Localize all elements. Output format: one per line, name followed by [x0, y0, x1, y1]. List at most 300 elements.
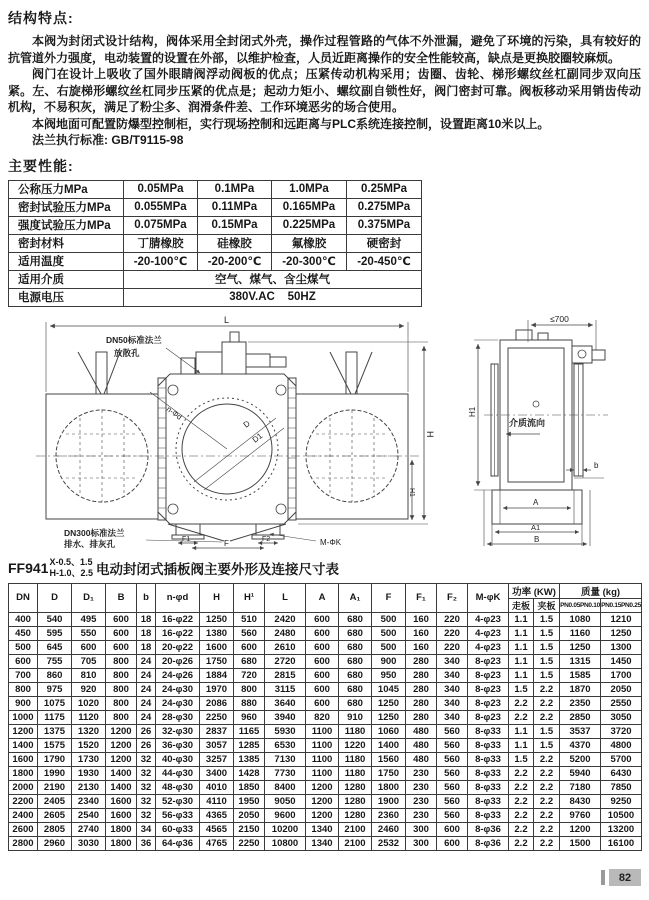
dim-cell: 2.2 — [509, 836, 534, 850]
dim-cell: 800 — [106, 654, 137, 668]
dim-cell: 2610 — [265, 640, 306, 654]
perf-cell: 0.15MPa — [198, 216, 272, 234]
dim-cell: 4370 — [560, 738, 601, 752]
dim-cell: 2405 — [38, 794, 72, 808]
dim-cell: 600 — [306, 612, 339, 626]
dim-cell: 1585 — [560, 668, 601, 682]
dim-cell: 28-φ30 — [156, 710, 200, 724]
dim-cell: 1285 — [234, 738, 265, 752]
dim-cell: 8-φ33 — [468, 766, 509, 780]
perf-cell: 1.0MPa — [272, 180, 347, 198]
dim-cell: 1.1 — [509, 640, 534, 654]
dim-cell: 500 — [9, 640, 38, 654]
dim-header-row — [9, 583, 642, 598]
dim-cell: 1280 — [339, 780, 372, 794]
dim-cell: 8-φ23 — [468, 710, 509, 724]
dim-cell: 1850 — [234, 780, 265, 794]
structure-features-heading: 结构特点: — [8, 10, 74, 26]
dim-cell: 1000 — [9, 710, 38, 724]
dim-cell: 1884 — [200, 668, 234, 682]
dim-cell: 18 — [137, 640, 156, 654]
front-view — [36, 322, 428, 548]
dim-cell: 8-φ33 — [468, 794, 509, 808]
dim-cell: 800 — [106, 696, 137, 710]
dim-cell: 2.2 — [534, 710, 560, 724]
dim-cell: 600 — [306, 696, 339, 710]
dim-cell: 2350 — [560, 696, 601, 710]
dim-label-700: ≤700 — [550, 313, 569, 324]
perf-row-label: 密封试验压力MPa — [9, 198, 124, 216]
dim-cell: 480 — [406, 738, 437, 752]
dim-cell: 1160 — [560, 626, 601, 640]
dim-cell: 400 — [9, 612, 38, 626]
dim-cell: 600 — [306, 682, 339, 696]
dim-cell: 5940 — [560, 766, 601, 780]
dim-cell: 1340 — [306, 836, 339, 850]
dim-cell: 1800 — [9, 766, 38, 780]
dim-data-row — [9, 640, 642, 654]
dim-cell: 4010 — [200, 780, 234, 794]
dim-cell: 26 — [137, 738, 156, 752]
dim-cell: 2.2 — [534, 822, 560, 836]
dim-cell: 1400 — [372, 738, 406, 752]
dim-cell: 1100 — [306, 724, 339, 738]
dim-cell: 18 — [137, 626, 156, 640]
dim-cell: 2050 — [601, 682, 642, 696]
dim-column-header: D₁ — [72, 583, 106, 612]
dim-cell: 1200 — [306, 808, 339, 822]
feature-paragraph-2: 阀门在设计上吸收了国外眼睛阀浮动阀板的优点；压紧传动机构采用；齿圈、齿轮、梯形螺纹丝杠副同步双向压紧。左、右旋梯形螺纹丝杠同步压紧的优点是；起动力矩小、螺纹副自锁性好，阀门密封可靠。阀板移动采用销齿传动机构，不易积灰，满足了粉尘多、润滑条件差、工作环境恶劣的场合使用。 — [8, 67, 641, 114]
dim-cell: 1575 — [38, 738, 72, 752]
dim-cell: 1200 — [9, 724, 38, 738]
dim-cell: 1400 — [106, 766, 137, 780]
dim-cell: 9250 — [601, 794, 642, 808]
dim-label-b: b — [594, 460, 599, 470]
dim-cell: 1428 — [234, 766, 265, 780]
dim-cell: 2360 — [372, 808, 406, 822]
dim-cell: 9760 — [560, 808, 601, 822]
perf-cell: 0.375MPa — [347, 216, 422, 234]
dim-cell: 1.5 — [509, 752, 534, 766]
model-variants — [49, 557, 93, 579]
dim-cell: 3057 — [200, 738, 234, 752]
dim-cell: 1520 — [72, 738, 106, 752]
dim-cell: 280 — [406, 710, 437, 724]
dim-cell: 500 — [372, 626, 406, 640]
dim-column-header: B — [106, 583, 137, 612]
dim-cell: 1400 — [106, 780, 137, 794]
dim-cell: 230 — [406, 808, 437, 822]
dim-cell: 9050 — [265, 794, 306, 808]
dim-cell: 2480 — [265, 626, 306, 640]
perf-row — [9, 180, 422, 198]
dim-data-row — [9, 612, 642, 626]
dim-cell: 3640 — [265, 696, 306, 710]
dim-cell: 16-φ22 — [156, 612, 200, 626]
dim-cell: 3940 — [265, 710, 306, 724]
dim-cell: 560 — [437, 752, 468, 766]
dim-column-header: F₂ — [437, 583, 468, 612]
dim-cell: 280 — [406, 654, 437, 668]
dim-cell: 24 — [137, 682, 156, 696]
dim-cell: 500 — [372, 640, 406, 654]
dim-cell: 4565 — [200, 822, 234, 836]
dim-label-b2: B — [534, 534, 540, 544]
dimension-table-title-text: 电动封闭式插板阀主要外形及连接尺寸表 — [96, 561, 339, 577]
dim-label-f2: F2 — [262, 535, 271, 543]
dim-cell: 680 — [339, 640, 372, 654]
dim-cell: 160 — [406, 612, 437, 626]
dim-cell: 1.1 — [509, 668, 534, 682]
model-code: FF941 — [8, 559, 49, 576]
dim-cell: 2400 — [9, 808, 38, 822]
dim-cell: 340 — [437, 654, 468, 668]
dim-cell: 3050 — [601, 710, 642, 724]
flange-standard-note: 法兰执行标准: GB/T9115-98 — [32, 133, 184, 147]
dim-cell: 1180 — [339, 766, 372, 780]
label-n-phi-d: n-Φd — [164, 403, 184, 422]
dim-cell: 2.2 — [534, 752, 560, 766]
dim-cell: 1280 — [339, 808, 372, 822]
perf-row — [9, 288, 422, 306]
dim-cell: 450 — [9, 626, 38, 640]
label-d1: D1 — [250, 430, 265, 445]
dim-cell: 7730 — [265, 766, 306, 780]
perf-cell: -20-300℃ — [272, 252, 347, 270]
dim-cell: 8400 — [265, 780, 306, 794]
dim-cell: 220 — [437, 626, 468, 640]
dim-cell: 3720 — [601, 724, 642, 738]
dim-cell: 8-φ23 — [468, 668, 509, 682]
dim-data-row — [9, 654, 642, 668]
dim-cell: 2740 — [72, 822, 106, 836]
perf-cell: 硬密封 — [347, 234, 422, 252]
dim-cell: 24 — [137, 654, 156, 668]
dim-cell: 600 — [306, 640, 339, 654]
dim-cell: 920 — [72, 682, 106, 696]
dim-data-row — [9, 808, 642, 822]
dim-cell: 800 — [106, 710, 137, 724]
perf-cell: 0.165MPa — [272, 198, 347, 216]
dim-cell: 1.1 — [509, 612, 534, 626]
perf-row-label: 电源电压 — [9, 288, 124, 306]
dim-cell: 680 — [339, 682, 372, 696]
page-footer — [601, 869, 641, 886]
dim-cell: 510 — [234, 612, 265, 626]
dim-cell: 4110 — [200, 794, 234, 808]
dim-cell: 44-φ30 — [156, 766, 200, 780]
dim-cell: 680 — [339, 696, 372, 710]
dim-cell: 60-φ33 — [156, 822, 200, 836]
label-d: D — [241, 418, 252, 430]
dim-cell: 5930 — [265, 724, 306, 738]
dim-data-row — [9, 766, 642, 780]
dimension-table — [8, 583, 642, 851]
dim-cell: 860 — [38, 668, 72, 682]
dim-cell: 800 — [9, 682, 38, 696]
dim-cell: 36-φ30 — [156, 738, 200, 752]
performance-table — [8, 180, 422, 307]
dim-cell: 52-φ30 — [156, 794, 200, 808]
dim-cell: 34 — [137, 822, 156, 836]
dim-cell: 1120 — [72, 710, 106, 724]
dim-cell: 1800 — [106, 822, 137, 836]
dim-cell: 1900 — [372, 794, 406, 808]
dim-subcolumn-header: 夹板 — [534, 598, 560, 612]
dim-cell: 2800 — [9, 836, 38, 850]
perf-row-label: 密封材料 — [9, 234, 124, 252]
dim-cell: 1385 — [234, 752, 265, 766]
perf-cell: 硅橡胶 — [198, 234, 272, 252]
dim-cell: 340 — [437, 696, 468, 710]
dim-cell: 8-φ23 — [468, 682, 509, 696]
performance-heading: 主要性能: — [8, 157, 74, 174]
dim-cell: 1250 — [601, 626, 642, 640]
dim-data-row — [9, 696, 642, 710]
variant-top: X-0.5、1.5 — [49, 556, 93, 567]
perf-cell: 380V.AC 50HZ — [124, 288, 422, 306]
dim-cell: 600 — [9, 654, 38, 668]
label-bottom-flange: DN300标准法兰 — [64, 527, 125, 538]
dim-cell: 900 — [372, 654, 406, 668]
dim-cell: 2532 — [372, 836, 406, 850]
label-m-phi-k: M-ΦK — [320, 537, 342, 547]
perf-cell: -20-200℃ — [198, 252, 272, 270]
dim-data-row — [9, 682, 642, 696]
dim-cell: 3115 — [265, 682, 306, 696]
perf-cell: 氟橡胶 — [272, 234, 347, 252]
perf-row — [9, 198, 422, 216]
dim-cell: 1.5 — [534, 612, 560, 626]
dim-cell: 1380 — [200, 626, 234, 640]
dim-cell: 64-φ36 — [156, 836, 200, 850]
dim-cell: 24 — [137, 696, 156, 710]
dim-cell: 1.5 — [534, 640, 560, 654]
dim-cell: 1210 — [601, 612, 642, 626]
perf-row-label: 适用温度 — [9, 252, 124, 270]
dim-cell: 480 — [406, 752, 437, 766]
dim-column-header: DN — [9, 583, 38, 612]
dim-cell: 2605 — [38, 808, 72, 822]
dim-cell: 2.2 — [509, 808, 534, 822]
dim-cell: 600 — [106, 612, 137, 626]
dim-cell: 1870 — [560, 682, 601, 696]
perf-cell: -20-450℃ — [347, 252, 422, 270]
dim-cell: 2600 — [9, 822, 38, 836]
dim-data-row — [9, 724, 642, 738]
dim-cell: 810 — [72, 668, 106, 682]
dim-cell: 1.5 — [534, 654, 560, 668]
dim-cell: 560 — [234, 626, 265, 640]
dim-cell: 1020 — [72, 696, 106, 710]
dim-cell: 2.2 — [534, 696, 560, 710]
dim-cell: 230 — [406, 780, 437, 794]
dim-cell: 1100 — [306, 738, 339, 752]
dim-label-h1: H1 — [408, 487, 415, 497]
dim-cell: 2540 — [72, 808, 106, 822]
dim-subcolumn-header: PN0.15PN0.25 — [601, 598, 642, 612]
dim-cell: 1450 — [601, 654, 642, 668]
dim-cell: 600 — [437, 822, 468, 836]
dim-cell: 975 — [38, 682, 72, 696]
dim-cell: 1100 — [306, 752, 339, 766]
perf-cell: 0.11MPa — [198, 198, 272, 216]
dim-cell: 1250 — [372, 710, 406, 724]
dim-column-header: M-φK — [468, 583, 509, 612]
dim-cell: 24-φ30 — [156, 682, 200, 696]
dim-cell: 2100 — [339, 836, 372, 850]
dim-cell: 13200 — [601, 822, 642, 836]
dim-cell: 680 — [339, 654, 372, 668]
dim-data-row — [9, 668, 642, 682]
dim-cell: 2.2 — [509, 794, 534, 808]
dim-label-l: L — [224, 314, 230, 325]
dim-cell: 1750 — [372, 766, 406, 780]
dim-cell: 4-φ23 — [468, 640, 509, 654]
variant-bottom: H-1.0、2.5 — [49, 567, 93, 578]
dim-cell: 36 — [137, 836, 156, 850]
dim-cell: 1500 — [560, 836, 601, 850]
dim-cell: 280 — [406, 696, 437, 710]
dim-cell: 540 — [38, 612, 72, 626]
dim-cell: 720 — [234, 668, 265, 682]
dim-cell: 2000 — [9, 780, 38, 794]
dim-data-row — [9, 626, 642, 640]
dim-column-header: A₁ — [339, 583, 372, 612]
dim-cell: 7180 — [560, 780, 601, 794]
dim-cell: 3030 — [72, 836, 106, 850]
dim-cell: 2805 — [38, 822, 72, 836]
dim-cell: 1750 — [200, 654, 234, 668]
dim-cell: 600 — [106, 640, 137, 654]
dim-cell: 1.5 — [534, 668, 560, 682]
dim-column-header: H¹ — [234, 583, 265, 612]
dim-cell: 20-φ26 — [156, 654, 200, 668]
perf-row — [9, 234, 422, 252]
dim-cell: 1400 — [9, 738, 38, 752]
dim-cell: 1075 — [38, 696, 72, 710]
dim-data-row — [9, 710, 642, 724]
dim-cell: 24 — [137, 710, 156, 724]
dim-cell: 2.2 — [534, 682, 560, 696]
dim-cell: 16100 — [601, 836, 642, 850]
dim-data-row — [9, 822, 642, 836]
dim-cell: 3257 — [200, 752, 234, 766]
dim-cell: 32 — [137, 808, 156, 822]
dim-cell: 340 — [437, 710, 468, 724]
dim-cell: 9600 — [265, 808, 306, 822]
dim-cell: 1.5 — [534, 738, 560, 752]
dim-cell: 1.1 — [509, 738, 534, 752]
dim-cell: 950 — [372, 668, 406, 682]
dim-cell: 32 — [137, 794, 156, 808]
dim-cell: 2.2 — [509, 710, 534, 724]
dim-cell: 680 — [339, 668, 372, 682]
dim-cell: 8-φ36 — [468, 822, 509, 836]
dim-cell: 230 — [406, 766, 437, 780]
dim-cell: 32 — [137, 752, 156, 766]
dim-cell: 910 — [339, 710, 372, 724]
dim-cell: 2420 — [265, 612, 306, 626]
dim-cell: 4-φ23 — [468, 626, 509, 640]
dim-column-header: n-φd — [156, 583, 200, 612]
dim-cell: 2100 — [339, 822, 372, 836]
dim-cell: 3537 — [560, 724, 601, 738]
dim-cell: 1340 — [306, 822, 339, 836]
dim-cell: 8-φ33 — [468, 808, 509, 822]
dim-label-f1: F1 — [182, 535, 191, 543]
dim-cell: 7850 — [601, 780, 642, 794]
dim-cell: 8-φ36 — [468, 836, 509, 850]
dim-cell: 2050 — [234, 808, 265, 822]
label-flow-direction: 介质流向 — [509, 417, 546, 428]
dim-cell: 600 — [306, 626, 339, 640]
dim-cell: 230 — [406, 794, 437, 808]
dim-subcolumn-header: PN0.05PN0.10 — [560, 598, 601, 612]
dim-column-header: A — [306, 583, 339, 612]
perf-cell: 空气、煤气、含尘煤气 — [124, 270, 422, 288]
dim-group-header: 质量 (kg) — [560, 583, 642, 598]
dim-cell: 800 — [106, 682, 137, 696]
perf-cell: -20-100℃ — [124, 252, 198, 270]
dim-cell: 600 — [306, 654, 339, 668]
dim-cell: 1375 — [38, 724, 72, 738]
perf-cell: 0.05MPa — [124, 180, 198, 198]
perf-cell: 0.055MPa — [124, 198, 198, 216]
dim-cell: 880 — [234, 696, 265, 710]
dim-cell: 8-φ33 — [468, 780, 509, 794]
dim-cell: 7130 — [265, 752, 306, 766]
dim-cell: 2720 — [265, 654, 306, 668]
dim-cell: 1045 — [372, 682, 406, 696]
dim-cell: 800 — [234, 682, 265, 696]
dim-column-header: b — [137, 583, 156, 612]
dim-cell: 1320 — [72, 724, 106, 738]
dim-cell: 560 — [437, 780, 468, 794]
dim-cell: 1300 — [601, 640, 642, 654]
dim-cell: 56-φ33 — [156, 808, 200, 822]
dim-cell: 2200 — [9, 794, 38, 808]
dim-cell: 1180 — [339, 724, 372, 738]
dim-cell: 2850 — [560, 710, 601, 724]
dim-cell: 24-φ30 — [156, 696, 200, 710]
dim-label-f: F — [224, 538, 229, 548]
dim-cell: 2130 — [72, 780, 106, 794]
perf-cell: 0.075MPa — [124, 216, 198, 234]
perf-cell: 0.1MPa — [198, 180, 272, 198]
dim-cell: 8-φ23 — [468, 696, 509, 710]
dim-cell: 300 — [406, 836, 437, 850]
dim-cell: 2.2 — [534, 766, 560, 780]
perf-cell: 0.225MPa — [272, 216, 347, 234]
dim-cell: 755 — [38, 654, 72, 668]
dim-cell: 48-φ30 — [156, 780, 200, 794]
dim-cell: 560 — [437, 794, 468, 808]
perf-row-label: 强度试验压力MPa — [9, 216, 124, 234]
dim-cell: 1315 — [560, 654, 601, 668]
dim-cell: 280 — [406, 682, 437, 696]
dim-column-header: F — [372, 583, 406, 612]
dim-cell: 24-φ26 — [156, 668, 200, 682]
dim-cell: 1600 — [106, 794, 137, 808]
dim-cell: 5200 — [560, 752, 601, 766]
dimension-table-title — [8, 556, 641, 580]
dim-cell: 1950 — [234, 794, 265, 808]
dim-cell: 4-φ23 — [468, 612, 509, 626]
dim-cell: 32 — [137, 766, 156, 780]
dim-cell: 1.1 — [509, 626, 534, 640]
dim-cell: 680 — [339, 626, 372, 640]
